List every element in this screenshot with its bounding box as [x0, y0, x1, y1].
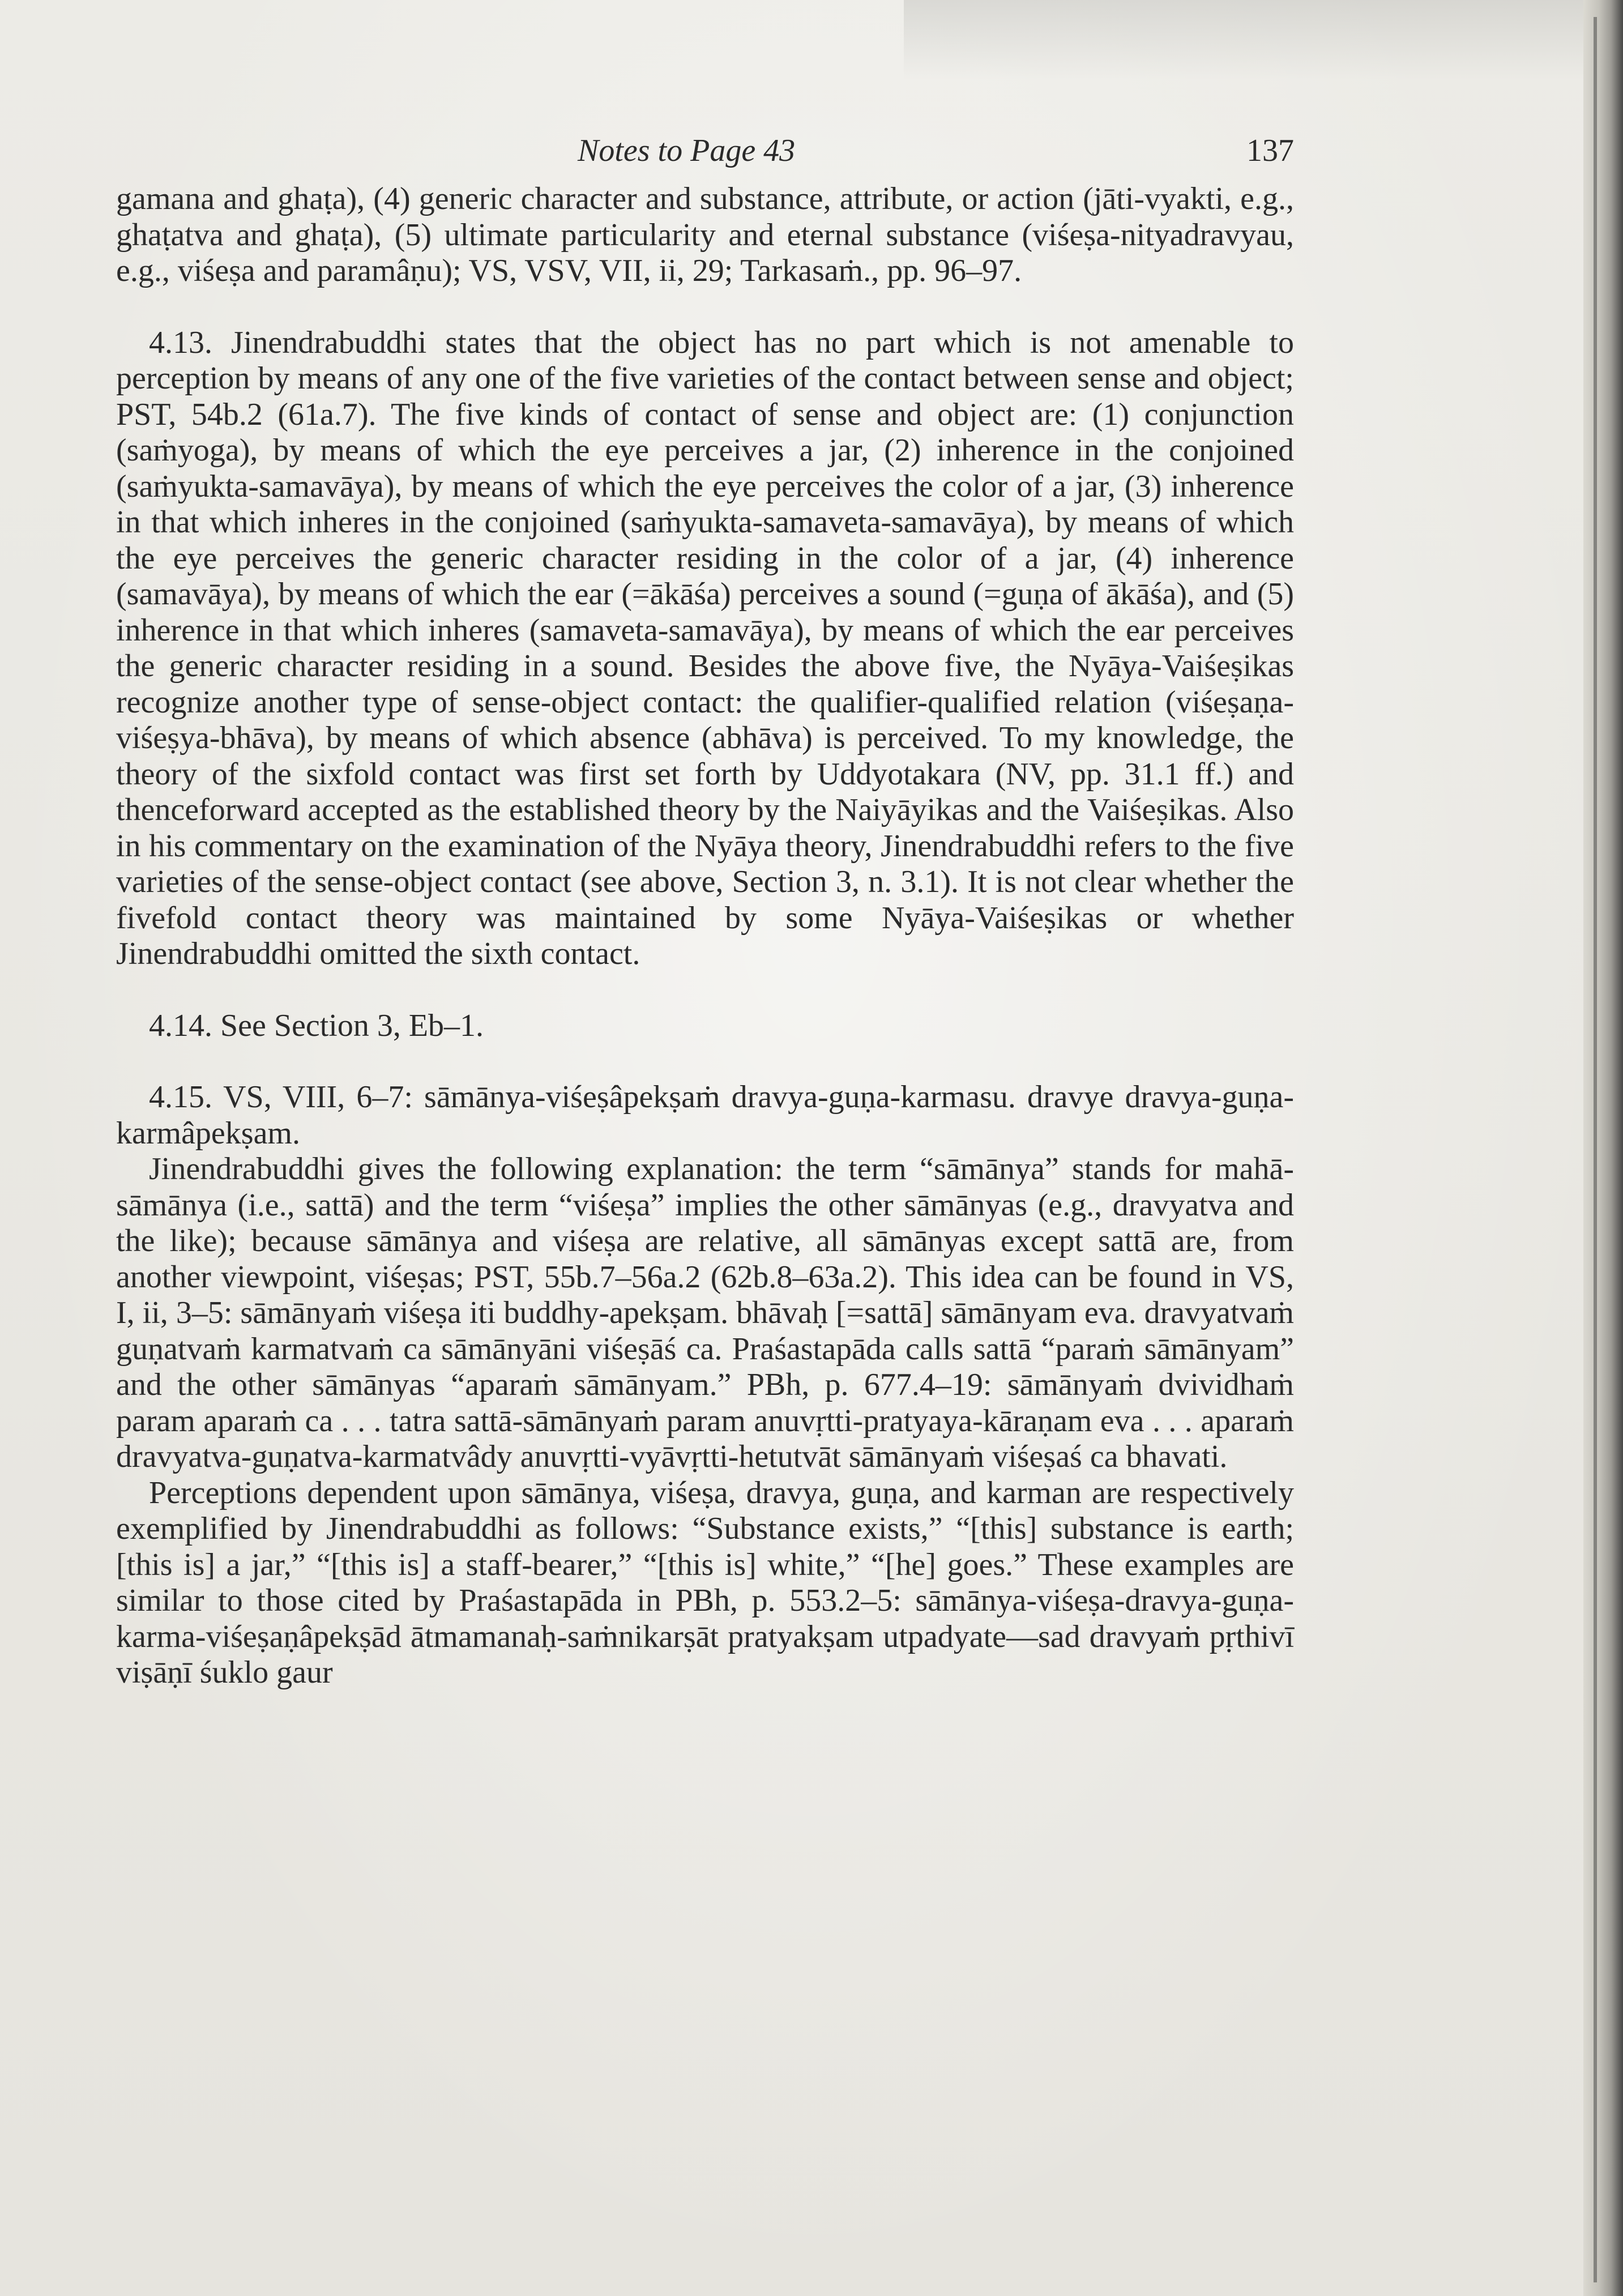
running-head: Notes to Page 43 [578, 133, 796, 168]
scan-edge-line [1594, 17, 1597, 2282]
scan-binding-edge [1583, 0, 1623, 2296]
page-header [116, 133, 1294, 173]
page-body [116, 133, 1294, 1691]
page-number: 137 [1246, 133, 1294, 168]
note-4-14: 4.14. See Section 3, Eb–1. [149, 1008, 484, 1043]
note-4-15-perceptions: Perceptions dependent upon sāmānya, viśeṣa, dravya, guṇa, and karman are respectively exemplified by Jinendrabuddhi as follows: “Substance exists,” “[this] substance is earth; [this is] a jar,” “[this is] a staff-bearer,” “[this is] white,” “[he] goes.” These examples are similar to those cited by Praśastapāda in PBh, p. 553.2–5: sāmānya-viśeṣa-dravya-guṇa-karma-viśeṣaṇâpekṣād ātmamanaḥ-saṁnikarṣāt pratyakṣam utpadyate—sad dravyaṁ pṛthivī viṣāṇī śuklo gaur [116, 1475, 1294, 1690]
scan-shadow-top [904, 0, 1583, 79]
paragraph-continuation: gamana and ghaṭa), (4) generic character and substance, attribute, or action (jāti-vyakti, e.g., ghaṭatva and ghaṭa), (5) ultimate particularity and eternal substance (viśeṣa-nityadravyau, e.g., viśeṣa and paramâṇu); VS, VSV, VII, ii, 29; Tarkasaṁ., pp. 96–97. [116, 181, 1294, 288]
note-4-13: 4.13. Jinendrabuddhi states that the object has no part which is not amenable to perception by means of any one of the five varieties of the contact between sense and object; PST, 54b.2 (61a.7). The five kinds of contact of sense and object are: (1) conjunction (saṁyoga), by means of which the eye perceives a jar, (2) inherence in the conjoined (saṁyukta-samavāya), by means of which the eye perceives the color of a jar, (3) inherence in that which inheres in the conjoined (saṁyukta-samaveta-samavāya), by means of which the eye perceives the generic character residing in the color of a jar, (4) inherence (samavāya), by means of which the ear (=ākāśa) perceives a sound (=guṇa of ākāśa), and (5) inherence in that which inheres (samaveta-samavāya), by means of which the ear perceives the generic character residing in a sound. Besides the above five, the Nyāya-Vaiśeṣikas recognize another type of sense-object contact: the qualifier-qualified relation (viśeṣaṇa-viśeṣya-bhāva), by means of which absence (abhāva) is perceived. To my knowledge, the theory of the sixfold contact was first set forth by Uddyotakara (NV, pp. 31.1 ff.) and thenceforward accepted as the established theory by the Naiyāyikas and the Vaiśeṣikas. Also in his commentary on the examination of the Nyāya theory, Jinendrabuddhi refers to the five varieties of the sense-object contact (see above, Section 3, n. 3.1). It is not clear whether the fivefold contact theory was maintained by some Nyāya-Vaiśeṣikas or whether Jinendrabuddhi omitted the sixth contact. [116, 325, 1294, 971]
note-4-15-explanation: Jinendrabuddhi gives the following explanation: the term “sāmānya” stands for mahā-sāmānya (i.e., sattā) and the term “viśeṣa” implies the other sāmānyas (e.g., dravyatva and the like); because sāmānya and viśeṣa are relative, all sāmānyas except sattā are, from another viewpoint, viśeṣas; PST, 55b.7–56a.2 (62b.8–63a.2). This idea can be found in VS, I, ii, 3–5: sāmānyaṁ viśeṣa iti buddhy-apekṣam. bhāvaḥ [=sattā] sāmānyam eva. dravyatvaṁ guṇatvaṁ karmatvaṁ ca sāmānyāni viśeṣāś ca. Praśastapāda calls sattā “paraṁ sāmānyam” and the other sāmānyas “aparaṁ sāmānyam.” PBh, p. 677.4–19: sāmānyaṁ dvividhaṁ param aparaṁ ca . . . tatra sattā-sāmānyaṁ param anuvṛtti-pratyaya-kāraṇam eva . . . aparaṁ dravyatva-guṇatva-karmatvâdy anuvṛtti-vyāvṛtti-hetutvāt sāmānyaṁ viśeṣaś ca bhavati. [116, 1151, 1294, 1474]
note-4-15: 4.15. VS, VIII, 6–7: sāmānya-viśeṣâpekṣaṁ dravya-guṇa-karmasu. dravye dravya-guṇa-karmâpekṣam. [116, 1079, 1294, 1151]
